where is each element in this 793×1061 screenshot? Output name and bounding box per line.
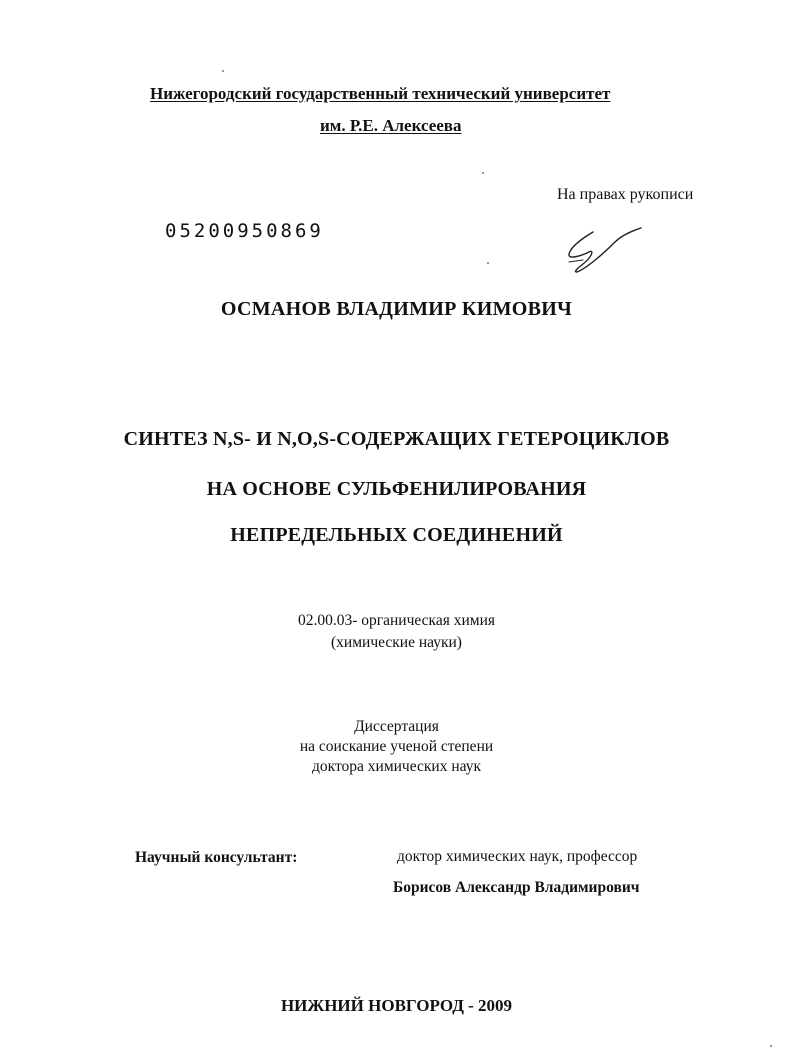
- university-named-after: им. Р.Е. Алексеева: [320, 116, 462, 135]
- dissertation-degree-name: доктора химических наук: [312, 758, 481, 775]
- scan-speck: [487, 262, 489, 264]
- scan-speck: [482, 172, 484, 174]
- city-and-year: НИЖНИЙ НОВГОРОД - 2009: [280, 996, 513, 1015]
- university-name: Нижегородский государственный технический университет: [150, 84, 611, 103]
- dissertation-title-line-1: СИНТЕЗ N,S- И N,O,S-СОДЕРЖАЩИХ ГЕТЕРОЦИКЛОВ: [123, 428, 670, 450]
- dissertation-label: Диссертация: [354, 718, 439, 735]
- scan-speck: [222, 70, 224, 72]
- scan-speck: [770, 1045, 772, 1047]
- dissertation-title-line-2: НА ОСНОВЕ СУЛЬФЕНИЛИРОВАНИЯ: [206, 478, 587, 500]
- consultant-name: Борисов Александр Владимирович: [393, 879, 640, 896]
- rights-note: На правах рукописи: [557, 186, 694, 203]
- specialty-field: (химические науки): [331, 634, 462, 651]
- dissertation-title-line-3: НЕПРЕДЕЛЬНЫХ СОЕДИНЕНИЙ: [230, 524, 563, 546]
- dissertation-degree-line: на соискание ученой степени: [299, 738, 494, 755]
- consultant-degree: доктор химических наук, профессор: [397, 848, 638, 865]
- consultant-label: Научный консультант:: [135, 849, 298, 866]
- handwritten-signature: [563, 224, 643, 280]
- registration-number: 05200950869: [165, 220, 324, 242]
- specialty-code: 02.00.03- органическая химия: [297, 612, 495, 629]
- author-name: ОСМАНОВ ВЛАДИМИР КИМОВИЧ: [220, 298, 573, 320]
